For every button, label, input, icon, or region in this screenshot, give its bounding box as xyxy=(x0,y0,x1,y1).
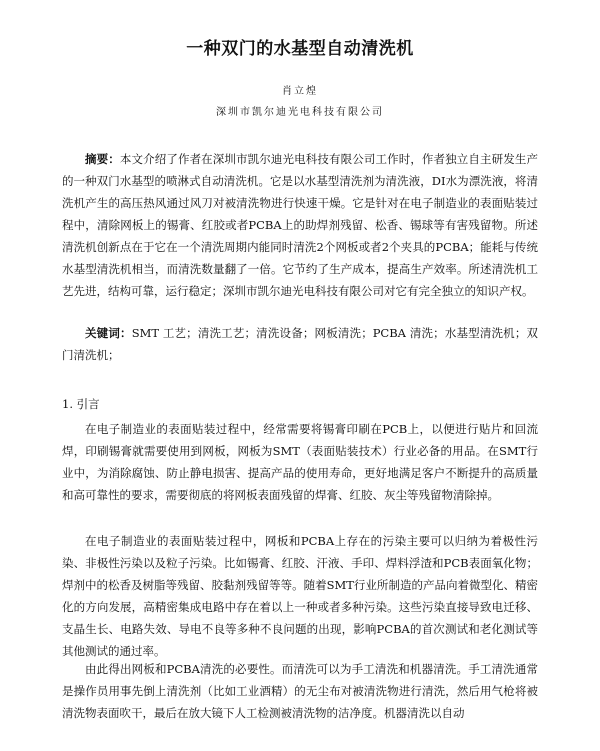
paragraph-text: 在电子制造业的表面贴装过程中，经常需要将锡膏印刷在PCB上，以便进行贴片和回流焊，印刷锡膏就需要使用到网板，网板为SMT（表面贴装技术）行业必备的用品。在SMT行业中，为消除腐蚀、防止静电损害、提高产品的使用寿命，更好地满足客户不断提升的高质量和高可靠性的要求，需要彻底的将网板表面残留的焊膏、红胶、灰尘等残留物清除掉。 xyxy=(62,422,538,502)
author-affiliation: 深圳市凯尔迪光电科技有限公司 xyxy=(216,107,384,118)
body-paragraph xyxy=(62,530,538,662)
abstract-label: 摘要： xyxy=(85,152,120,166)
body-paragraph xyxy=(62,658,538,724)
abstract xyxy=(62,148,538,302)
keywords xyxy=(62,322,538,366)
paragraph-text: 由此得出网板和PCBA清洗的必要性。而清洗可以为手工清洗和机器清洗。手工清洗通常是操作员用事先倒上清洗剂（比如工业酒精）的无尘布对被清洗物进行清洗，然后用气枪将被清洗物表面吹干，最后在放大镜下人工检测被清洗物的洁净度。机器清洗以自动 xyxy=(62,662,538,720)
author-name: 肖立煌 xyxy=(282,86,318,97)
keywords-label: 关键词： xyxy=(85,326,132,340)
keywords-text: SMT 工艺；清洗工艺；清洗设备；网板清洗；PCBA 清洗；水基型清洗机；双门清洗机； xyxy=(62,326,538,362)
section-heading: 1. 引言 xyxy=(62,397,100,411)
paragraph-text: 在电子制造业的表面贴装过程中，网板和PCBA上存在的污染主要可以归纳为着极性污染、非极性污染以及粒子污染。比如锡膏、红胶、汗液、手印、焊料浮渣和PCB表面氧化物；焊剂中的松香及树脂等残留、胶黏剂残留等等。随着SMT行业所制造的产品向着微型化、精密化的方向发展，高精密集成电路中存在着以上一种或者多种污染。这些污染直接导致电迁移、支晶生长、电路失效、导电不良等多种不良问题的出现，影响PCBA的首次测试和老化测试等其他测试的通过率。 xyxy=(62,534,538,658)
body-paragraph xyxy=(62,418,538,506)
abstract-text: 本文介绍了作者在深圳市凯尔迪光电科技有限公司工作时，作者独立自主研发生产的一种双门水基型的喷淋式自动清洗机。它是以水基型清洗剂为清洗液，DI水为漂洗液，将清洗机产生的高压热风通过风刀对被清洗物进行快速干燥。它是针对在电子制造业的表面贴装过程中，清除网板上的锡膏、红胶或者PCBA上的助焊剂残留、松香、锡球等有害残留物。所述清洗机创新点在于它在一个清洗周期内能同时清洗2个网板或者2个夹具的PCBA；能耗与传统水基型清洗机相当，而清洗数量翻了一倍。它节约了生产成本，提高生产效率。所述清洗机工艺先进，结构可靠，运行稳定；深圳市凯尔迪光电科技有限公司对它有完全独立的知识产权。 xyxy=(62,152,538,298)
paper-title: 一种双门的水基型自动清洗机 xyxy=(186,39,414,59)
